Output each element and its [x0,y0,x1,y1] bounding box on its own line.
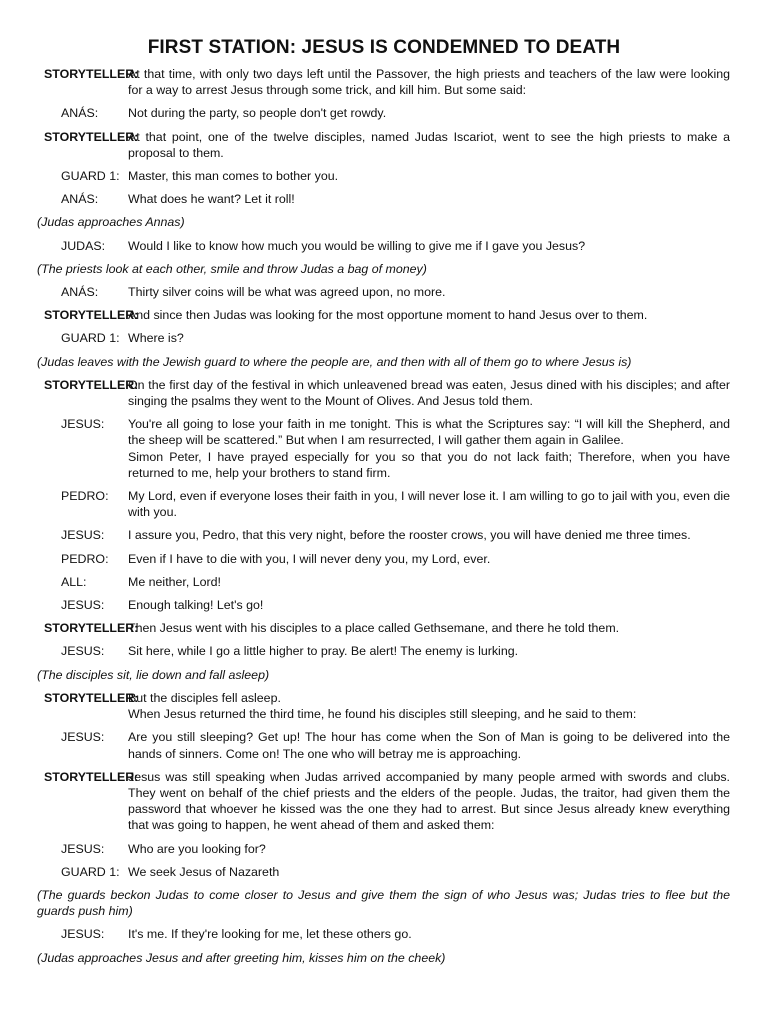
speaker-name: STORYTELLER: [44,308,139,323]
dialogue-entry [37,551,730,567]
dialogue-text [128,330,730,346]
speaker-name: ALL: [61,574,87,589]
dialogue-text [128,66,730,98]
dialogue-entry [37,597,730,613]
dialogue-entry [37,527,730,543]
speaker-name: PEDRO: [61,551,109,566]
speaker-name: JESUS: [61,528,105,543]
dialogue-line: When Jesus returned the third time, he found his disciples still sleeping, and he said to them: [128,707,637,722]
speaker-cell [37,238,128,254]
speaker-name: JUDAS: [61,238,106,253]
dialogue-text [128,690,730,722]
dialogue-line: Me neither, Lord! [128,574,221,589]
dialogue-line: Simon Peter, I have prayed especially for you so that you do not lack faith; Therefore, when you have returned to me, help your brothers to stand firm. [128,449,730,480]
dialogue-line: On the first day of the festival in which unleavened bread was eaten, Jesus dined with his disciples; and after singing the psalms they went to the Mount of Olives. And Jesus told them. [128,377,730,409]
speaker-name: ANÁS: [61,192,99,207]
dialogue-entry [37,105,730,121]
dialogue-line: And since then Judas was looking for the most opportune moment to hand Jesus over to them. [128,308,648,323]
stage-direction: (The priests look at each other, smile and throw Judas a bag of money) [37,261,427,276]
dialogue-line: What does he want? Let it roll! [128,192,295,207]
dialogue-text [128,307,730,323]
dialogue-entry [37,620,730,636]
dialogue-line: Jesus was still speaking when Judas arrived accompanied by many people armed with swords and clubs. They went on behalf of the chief priests and the elders of the people. Judas, the traitor, had given them the password that whoever he kissed was the one they had to arrest. But since Jesus already knew everything that was going to happen, he went ahead of them and asked them: [128,769,730,833]
speaker-cell [37,926,128,942]
dialogue-text [128,191,730,207]
dialogue-line: We seek Jesus of Nazareth [128,864,280,879]
dialogue-entry [37,307,730,323]
speaker-name: JESUS: [61,730,105,745]
speaker-cell [37,769,139,834]
speaker-cell [37,129,139,161]
dialogue-text [128,574,730,590]
dialogue-entry [37,864,730,880]
dialogue-text [128,841,730,857]
speaker-cell [37,597,128,613]
dialogue-text [128,129,730,161]
dialogue-entry [37,690,730,722]
stage-direction: (The disciples sit, lie down and fall asleep) [37,667,270,682]
speaker-name: ANÁS: [61,285,99,300]
stage-direction: (Judas leaves with the Jewish guard to where the people are, and then with all of them go to where Jesus is) [37,354,632,369]
speaker-cell [37,307,139,323]
dialogue-text [128,284,730,300]
dialogue-line: Not during the party, so people don't get rowdy. [128,106,387,121]
speaker-cell [37,551,128,567]
speaker-name: JESUS: [61,644,105,659]
speaker-cell [37,105,128,121]
dialogue-text [128,769,730,834]
dialogue-line: Enough talking! Let's go! [128,598,264,613]
dialogue-line: It's me. If they're looking for me, let these others go. [128,927,412,942]
dialogue-line: Would I like to know how much you would be willing to give me if I gave you Jesus? [128,238,586,253]
speaker-name: JESUS: [61,927,105,942]
speaker-cell [37,729,128,761]
speaker-name: STORYTELLER: [44,769,139,784]
speaker-cell [37,620,139,636]
speaker-cell [37,377,139,409]
speaker-name: ANÁS: [61,106,99,121]
speaker-cell [37,488,128,520]
dialogue-entry [37,191,730,207]
dialogue-line: But the disciples fell asleep. [128,690,281,705]
dialogue-entry [37,416,730,481]
speaker-name: STORYTELLER: [44,377,139,392]
dialogue-text [128,551,730,567]
dialogue-entry [37,574,730,590]
dialogue-line: Where is? [128,331,184,346]
dialogue-line: At that time, with only two days left until the Passover, the high priests and teachers of the law were looking for a way to arrest Jesus through some trick, and kill him. But some said: [128,67,730,98]
speaker-cell [37,66,139,98]
dialogue-line: Thirty silver coins will be what was agreed upon, no more. [128,285,446,300]
dialogue-line: My Lord, even if everyone loses their faith in you, I will never lose it. I am willing to go to jail with you, even die with you. [128,489,730,520]
dialogue-entry [37,841,730,857]
speaker-cell [37,690,139,722]
dialogue-text [128,620,730,636]
dialogue-text [128,488,730,520]
dialogue-line: Are you still sleeping? Get up! The hour has come when the Son of Man is going to be delivered into the hands of sinners. Come on! The one who will betray me is approaching. [128,730,730,761]
speaker-name: STORYTELLER: [44,67,139,81]
speaker-cell [37,643,128,659]
speaker-cell [37,330,128,346]
page-title: FIRST STATION: JESUS IS CONDEMNED TO DEATH [147,37,621,58]
dialogue-entry [37,377,730,409]
speaker-cell [37,527,128,543]
dialogue-text [128,377,730,409]
speaker-cell [37,168,128,184]
dialogue-entry [37,168,730,184]
speaker-name: PEDRO: [61,489,109,504]
speaker-name: GUARD 1: [61,331,120,346]
stage-direction: (Judas approaches Jesus and after greeting him, kisses him on the cheek) [37,950,446,965]
stage-direction: (Judas approaches Annas) [37,215,185,230]
dialogue-entry [37,729,730,761]
dialogue-line: You're all going to lose your faith in me tonight. This is what the Scriptures say: “I will kill the Shepherd, and the sheep will be scattered.” But when I am resurrected, I will gather them again in Galilee. [128,417,730,448]
dialogue-entry [37,769,730,834]
speaker-name: GUARD 1: [61,169,120,184]
dialogue-text [128,105,730,121]
speaker-cell [37,284,128,300]
speaker-name: JESUS: [61,841,105,856]
speaker-cell [37,574,128,590]
dialogue-text [128,416,730,481]
dialogue-text [128,527,730,543]
dialogue-line: At that point, one of the twelve disciples, named Judas Iscariot, went to see the high priests to make a proposal to them. [128,129,730,160]
dialogue-line: Even if I have to die with you, I will never deny you, my Lord, ever. [128,551,491,566]
dialogue-text [128,238,730,254]
speaker-name: JESUS: [61,598,105,613]
dialogue-text [128,643,730,659]
dialogue-text [128,597,730,613]
dialogue-entry [37,488,730,520]
speaker-name: STORYTELLER: [44,621,139,636]
script-body [0,66,768,966]
speaker-name: JESUS: [61,417,105,432]
speaker-name: STORYTELLER: [44,129,139,144]
dialogue-line: I assure you, Pedro, that this very night, before the rooster crows, you will have denied me three times. [128,528,691,543]
dialogue-entry [37,66,730,98]
speaker-cell [37,864,128,880]
dialogue-entry [37,129,730,161]
dialogue-text [128,926,730,942]
dialogue-entry [37,330,730,346]
dialogue-entry [37,238,730,254]
dialogue-text [128,864,730,880]
dialogue-line: Then Jesus went with his disciples to a place called Gethsemane, and there he told them. [128,621,620,636]
speaker-cell [37,191,128,207]
speaker-name: STORYTELLER: [44,690,139,705]
speaker-cell [37,416,128,481]
dialogue-entry [37,643,730,659]
speaker-cell [37,841,128,857]
dialogue-line: Master, this man comes to bother you. [128,169,339,184]
stage-direction: (The guards beckon Judas to come closer to Jesus and give them the sign of who Jesus was; Judas tries to flee but the guards push him) [37,887,730,919]
dialogue-line: Sit here, while I go a little higher to pray. Be alert! The enemy is lurking. [128,644,519,659]
speaker-name: GUARD 1: [61,864,120,879]
dialogue-text [128,729,730,761]
dialogue-text [128,168,730,184]
dialogue-line: Who are you looking for? [128,841,266,856]
dialogue-entry [37,926,730,942]
dialogue-entry [37,284,730,300]
